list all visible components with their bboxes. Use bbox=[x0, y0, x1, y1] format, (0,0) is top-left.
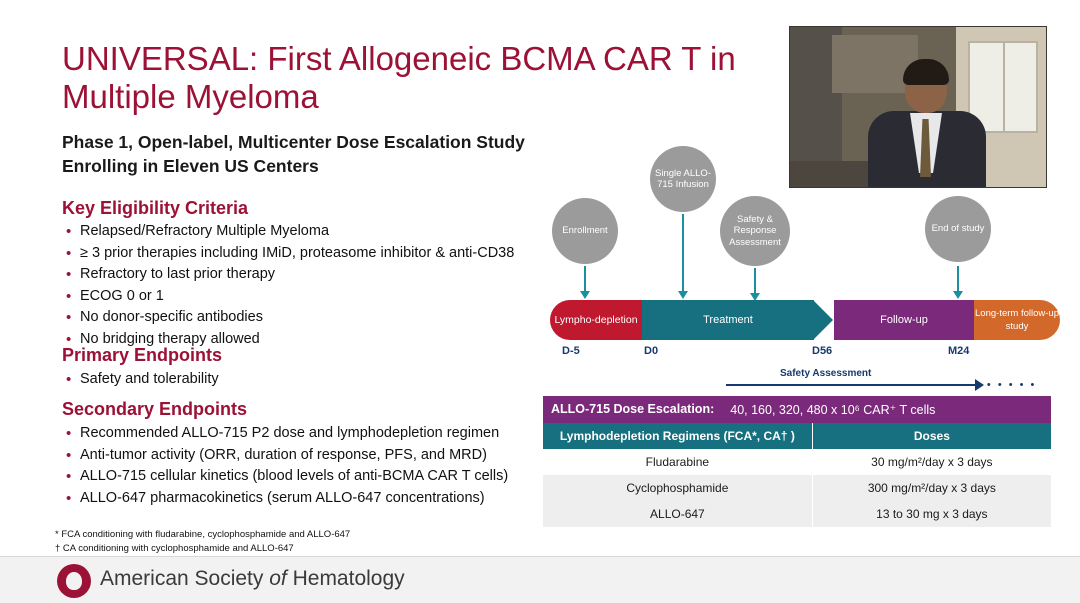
timeline-phase-lymphodepletion: Lympho-depletion bbox=[550, 300, 642, 340]
regimen-table bbox=[543, 423, 1051, 527]
footnote-ca: † CA conditioning with cyclophosphamide and ALLO-647 bbox=[55, 543, 294, 554]
diagram-node-end-of-study: End of study bbox=[925, 196, 991, 262]
timeline-phase-longterm-followup: Long-term follow-up study bbox=[974, 300, 1060, 340]
section-heading-secondary-endpoints: Secondary Endpoints bbox=[62, 399, 248, 419]
diagram-node-enrollment: Enrollment bbox=[552, 198, 618, 264]
list-item: • Refractory to last prior therapy bbox=[62, 264, 514, 286]
timeline-tick-d56: D56 bbox=[812, 345, 833, 357]
arrow-down-icon bbox=[754, 268, 756, 294]
timeline-tick-d5: D-5 bbox=[562, 345, 580, 357]
subtitle-line-1: Phase 1, Open-label, Multicenter Dose Escalation Study bbox=[62, 132, 525, 152]
ash-logo-icon bbox=[57, 564, 91, 598]
dose-escalation-table bbox=[543, 396, 1051, 527]
speaker-hair bbox=[903, 59, 949, 85]
safety-assessment-dots: • • • • • • bbox=[976, 379, 1037, 391]
list-item: • No bridging therapy allowed bbox=[62, 329, 514, 351]
list-item: • Relapsed/Refractory Multiple Myeloma bbox=[62, 221, 514, 243]
diagram-node-safety-response: Safety & Response Assessment bbox=[720, 196, 790, 266]
section-heading-primary-endpoints: Primary Endpoints bbox=[62, 345, 223, 365]
list-item: • Recommended ALLO-715 P2 dose and lymphodepletion regimen bbox=[62, 423, 508, 445]
timeline-phase-followup: Follow-up bbox=[834, 300, 974, 340]
safety-assessment-arrow-icon bbox=[726, 384, 976, 386]
table-row bbox=[543, 501, 1051, 527]
table-header-doses: Doses bbox=[812, 423, 1051, 449]
footnote-fca: * FCA conditioning with fludarabine, cyclophosphamide and ALLO-647 bbox=[55, 529, 351, 540]
section-heading-eligibility: Key Eligibility Criteria bbox=[62, 198, 249, 218]
list-item: • ECOG 0 or 1 bbox=[62, 286, 514, 308]
table-banner bbox=[543, 396, 1051, 423]
timeline-tick-m24: M24 bbox=[948, 345, 970, 357]
table-cell-dose: 30 mg/m²/day x 3 days bbox=[812, 449, 1051, 475]
primary-endpoints-bullet-list bbox=[62, 369, 219, 391]
table-header-regimens: Lymphodepletion Regimens (FCA*, CA† ) bbox=[543, 423, 812, 449]
list-item: • ≥ 3 prior therapies including IMiD, proteasome inhibitor & anti-CD38 bbox=[62, 243, 514, 265]
secondary-endpoints-bullet-list bbox=[62, 423, 508, 509]
org-name-part2: Hematology bbox=[292, 567, 405, 590]
timeline-phase-treatment: Treatment bbox=[642, 300, 814, 340]
table-banner-label: ALLO-715 Dose Escalation: bbox=[551, 402, 715, 416]
org-name-of: of bbox=[269, 567, 293, 590]
table-cell-drug: Cyclophosphamide bbox=[543, 475, 812, 501]
table-cell-dose: 300 mg/m²/day x 3 days bbox=[812, 475, 1051, 501]
arrow-down-icon bbox=[957, 266, 959, 292]
table-cell-drug: ALLO-647 bbox=[543, 501, 812, 527]
study-schema-diagram bbox=[540, 140, 1070, 390]
eligibility-bullet-list bbox=[62, 221, 514, 350]
table-cell-drug: Fludarabine bbox=[543, 449, 812, 475]
table-banner-value: 40, 160, 320, 480 x 10⁶ CAR⁺ T cells bbox=[730, 403, 936, 417]
footnotes bbox=[55, 528, 350, 556]
table-header-row bbox=[543, 423, 1051, 449]
page-title: UNIVERSAL: First Allogeneic BCMA CAR T in Multiple Myeloma bbox=[62, 40, 736, 115]
org-name-part1: American Society bbox=[100, 567, 270, 590]
list-item: • ALLO-715 cellular kinetics (blood levels of anti-BCMA CAR T cells) bbox=[62, 466, 508, 488]
list-item: • Anti-tumor activity (ORR, duration of response, PFS, and MRD) bbox=[62, 445, 508, 467]
diagram-node-infusion: Single ALLO-715 Infusion bbox=[650, 146, 716, 212]
arrow-down-icon bbox=[584, 266, 586, 292]
timeline-tick-d0: D0 bbox=[644, 345, 659, 357]
table-cell-dose: 13 to 30 mg x 3 days bbox=[812, 501, 1051, 527]
list-item: • Safety and tolerability bbox=[62, 369, 219, 391]
list-item: • ALLO-647 pharmacokinetics (serum ALLO-647 concentrations) bbox=[62, 488, 508, 510]
slide-footer bbox=[0, 556, 1080, 603]
table-row bbox=[543, 449, 1051, 475]
list-item: • No donor-specific antibodies bbox=[62, 307, 514, 329]
arrow-down-icon bbox=[682, 214, 684, 292]
subtitle-line-2: Enrolling in Eleven US Centers bbox=[62, 156, 319, 176]
table-row bbox=[543, 475, 1051, 501]
safety-assessment-label: Safety Assessment bbox=[780, 368, 872, 379]
organization-name bbox=[100, 567, 405, 591]
